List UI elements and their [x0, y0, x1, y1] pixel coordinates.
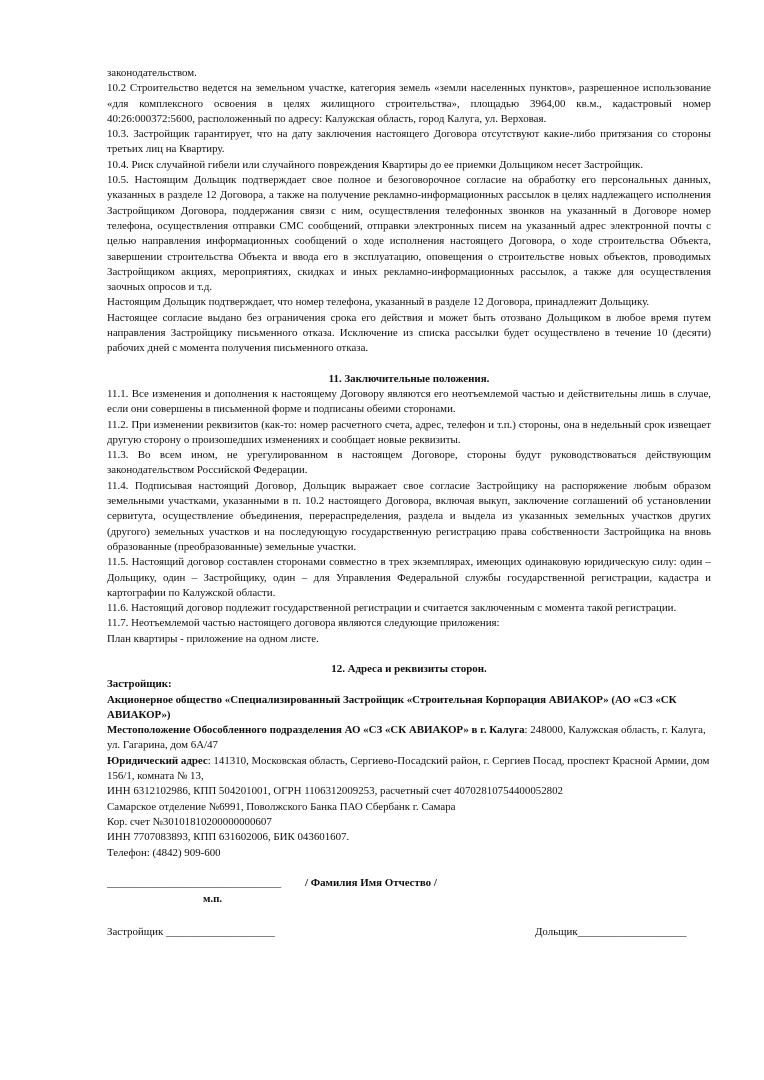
- stamp-place: м.п.: [203, 892, 223, 905]
- signatory-name: [305, 876, 437, 891]
- signature-row: [107, 876, 711, 892]
- spacer: [107, 647, 711, 662]
- inn-line: ИНН 6312102986, КПП 504201001, ОГРН 1106312009253, расчетный счет 40702810754400052802: [107, 785, 563, 798]
- clause-11-2: 11.2. При изменении реквизитов (как-то: номер расчетного счета, адрес, телефон и т.п.) стороны, она в недельный срок извещает другую сторону о произошедших изменениях и сообщает новые реквизиты.: [107, 418, 711, 446]
- clause-10-3: 10.3. Застройщик гарантирует, что на дату заключения настоящего Договора отсутствуют какие-либо притязания со стороны третьих лиц на Квартиру.: [107, 128, 711, 156]
- spacer: [107, 357, 711, 372]
- name-text: Фамилия Имя Отчество: [310, 876, 432, 889]
- legal-address-value: : 141310, Московская область, Сергиево-Посадский район, г. Сергиев Посад, проспект Красной Армии, дом 156/1, комната № 13,: [107, 754, 710, 783]
- final-signatures: [107, 925, 711, 941]
- clause-11-4: 11.4. Подписывая настоящий Договор, Дольщик выражает свое согласие Застройщику на распоряжение любым образом земельными участками, указанными в п. 10.2 настоящего Договора, включая выкуп, заключение соглашений об установлении сервитута, осуществление объединения, перераспределения, раздела и выдела из указанных земельных участков других (другого) земельных участков и на последующую государственную регистрацию права собственности Застройщика на вновь образованные (преобразованные) земельные участки.: [107, 479, 711, 553]
- developer-signature: Застройщик ____________________: [107, 925, 275, 938]
- branch-address-value: : 248000, Калужская область, г. Калуга, ул. Гагарина, дом 6А/47: [107, 724, 706, 752]
- name-open: /: [305, 876, 311, 889]
- spacer: [107, 861, 711, 876]
- legal-address: [107, 754, 711, 785]
- branch-address: [107, 723, 711, 754]
- consent-paragraph: Настоящее согласие выдано без ограничения срока его действия и может быть отозвано Дольщиком в любое время путем направления Застройщику письменного отказа. Исключение из списка рассылки будет осуществлено в течение 10 (десяти) рабочих дней с момента получения письменного отказа.: [107, 311, 711, 355]
- bank-inn: ИНН 7707083893, КПП 631602006, БИК 043601607.: [107, 831, 350, 844]
- clause-11-1: 11.1. Все изменения и дополнения к настоящему Договору являются его неотъемлемой частью и действительны лишь в случае, если они совершены в письменной форме и подписаны обеими сторонами.: [107, 387, 711, 416]
- section-12-title: 12. Адреса и реквизиты сторон.: [331, 662, 487, 675]
- clause-10-2: 10.2 Строительство ведется на земельном участке, категория земель «земли населенных пунктов», разрешенное использование «для комплексного освоения в целях жилищного строительства», площадью 3964,00 кв.м., кадастровый номер 40:26:000372:5600, расположенный по адресу: Калужская область, город Калуга, ул. Верховая.: [107, 82, 711, 125]
- company-name: Акционерное общество «Специализированный Застройщик «Строительная Корпорация АВИАКОР» (АО «СЗ «СК АВИАКОР»): [107, 693, 677, 721]
- shareholder-signature: Дольщик____________________: [535, 925, 687, 938]
- bank-name: Самарское отделение №6991, Поволжского Банка ПАО Сбербанк г. Самара: [107, 800, 456, 813]
- clause-11-3: 11.3. Во всем ином, не урегулированном в настоящем Договоре, стороны будут руководствоваться действующим законодательством Российской Федерации.: [107, 449, 711, 477]
- clause-10-4: 10.4. Риск случайной гибели или случайного повреждения Квартиры до ее приемки Дольщиком несет Застройщик.: [107, 158, 644, 171]
- developer-label: Застройщик:: [107, 678, 172, 691]
- clause-10-5: 10.5. Настоящим Дольщик подтверждает свое полное и безоговорочное согласие на обработку его персональных данных, указанных в разделе 12 Договора, а также на получение рекламно-информационных рассылок в целях надлежащего исполнения Застройщиком Договора, поддержания связи с ним, осуществления телефонных звонков на указанный в Договоре номер телефона, осуществления отправки СМС сообщений, отправки электронных писем на указанный адрес электронной почты с целью направления информационных сообщений о ходе исполнения настоящего Договора, о ходе строительства Объекта, завершении строительства Объекта и ввода его в эксплуатацию, оповещения о строительстве новых объектов, проводимых Застройщиком акциях, мероприятиях, скидках и иных рекламно-информационных рассылок, а также для осуществления заочных опросов и т.д.: [107, 174, 711, 294]
- spacer: [107, 907, 711, 925]
- legal-label: Юридический адрес: [107, 754, 208, 767]
- clause-11-5: 11.5. Настоящий договор составлен сторонами совместно в трех экземплярах, имеющих одинаковую юридическую силу: один – Дольщику, один – Застройщику, один – для Управления Федеральной службы государственной регистрации, кадастра и картографии по Калужской области.: [107, 556, 711, 599]
- clause-11-7: 11.7. Неотъемлемой частью настоящего договора являются следующие приложения:: [107, 617, 500, 630]
- section-11-title: 11. Заключительные положения.: [328, 372, 490, 385]
- phone-number: Телефон: (4842) 909-600: [107, 846, 221, 859]
- name-close: /: [431, 876, 437, 889]
- phone-confirmation: Настоящим Дольщик подтверждает, что номер телефона, указанный в разделе 12 Договора, принадлежит Дольщику.: [107, 296, 650, 309]
- signature-line: ________________________________: [107, 876, 282, 889]
- plan-attachment: План квартиры - приложение на одном листе.: [107, 632, 319, 645]
- paragraph-lead: законодательством.: [107, 67, 197, 79]
- branch-label: Местоположение Обособленного подразделения АО «СЗ «СК АВИАКОР» в г. Калуга: [107, 724, 525, 737]
- clause-11-6: 11.6. Настоящий договор подлежит государственной регистрации и считается заключенным с момента такой регистрации.: [107, 602, 677, 615]
- document-page: [107, 66, 711, 941]
- correspondent-account: Кор. счет №30101810200000000607: [107, 815, 272, 828]
